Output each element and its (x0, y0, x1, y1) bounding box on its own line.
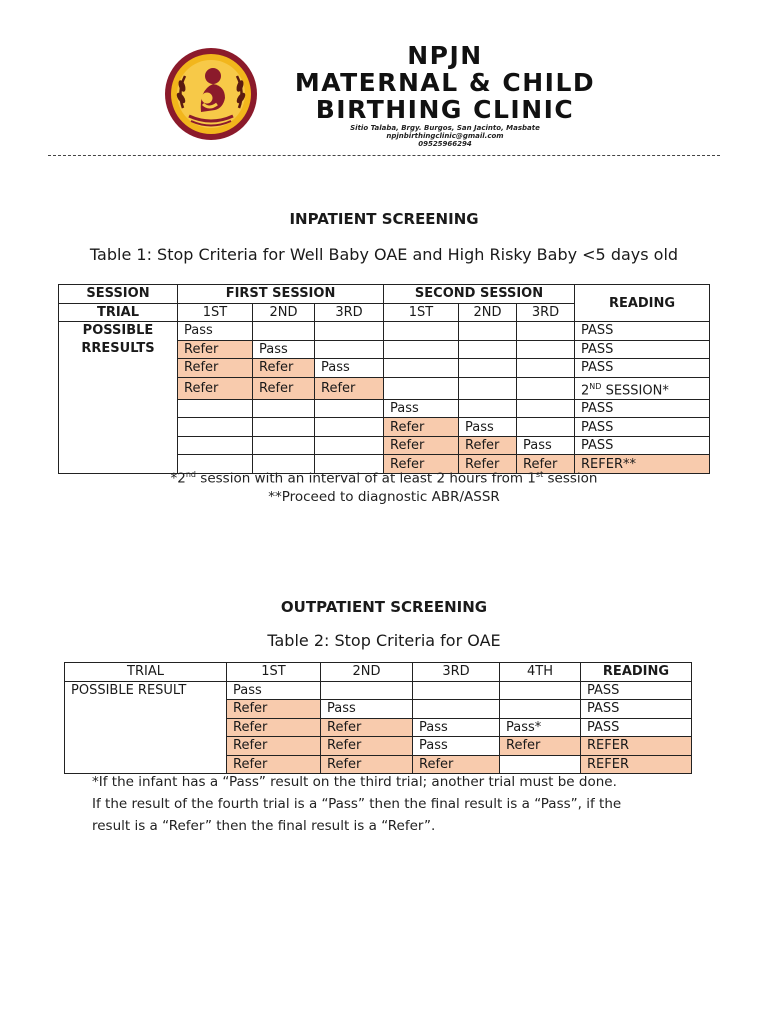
table-cell: Refer (384, 418, 459, 437)
header-cell: READING (575, 285, 710, 322)
table-cell: Refer (321, 718, 413, 737)
table-cell: Pass (178, 322, 253, 341)
table-cell (384, 322, 459, 341)
row-label-cell: POSSIBLE RRESULTS (59, 322, 178, 474)
header-cell: 3RD (517, 303, 575, 322)
row-label-cell: POSSIBLE RESULT (65, 681, 227, 774)
table-cell (178, 418, 253, 437)
table-header-row (65, 663, 692, 682)
table-cell: Pass (227, 681, 321, 700)
footnote-1-prefix: *2 (170, 470, 186, 487)
table-cell: Pass (517, 436, 575, 455)
table-header-row (59, 285, 710, 304)
clinic-name-line-2: MATERNAL & CHILD (294, 68, 596, 97)
table-cell (517, 377, 575, 399)
clinic-contact (300, 124, 590, 148)
table-cell (178, 399, 253, 418)
table-cell (315, 418, 384, 437)
table-cell: Pass* (500, 718, 581, 737)
header-cell: 2ND (253, 303, 315, 322)
table-outpatient-stop-criteria (64, 662, 692, 774)
clinic-phone: 09525966294 (418, 140, 472, 148)
table-cell (459, 399, 517, 418)
footnote-1-suffix: session (543, 470, 598, 487)
table2-note-line-3: result is a “Refer” then the final result is a “Refer”. (92, 818, 436, 834)
table-cell: Refer (227, 755, 321, 774)
table-cell (315, 340, 384, 359)
table-cell: Pass (315, 359, 384, 378)
table-cell: Refer (178, 359, 253, 378)
table-cell: PASS (581, 700, 692, 719)
table-cell: Pass (459, 418, 517, 437)
table-cell (384, 377, 459, 399)
table-cell: Refer (459, 455, 517, 474)
table1-title: Table 1: Stop Criteria for Well Baby OAE and High Risky Baby <5 days old (89, 245, 679, 264)
header-cell: FIRST SESSION (178, 285, 384, 304)
table-cell (517, 359, 575, 378)
table-cell: Refer (384, 455, 459, 474)
table2-note-line-2: If the result of the fourth trial is a “Pass” then the final result is a “Pass”, if the (92, 796, 622, 812)
table-cell (459, 322, 517, 341)
table-cell: Refer (178, 377, 253, 399)
table-cell (253, 436, 315, 455)
table-cell: Pass (253, 340, 315, 359)
clinic-address: Sitio Talaba, Brgy. Burgos, San Jacinto, Masbate (350, 124, 540, 132)
table-cell: REFER** (575, 455, 710, 474)
table-cell (315, 436, 384, 455)
table-cell (517, 340, 575, 359)
table-cell (413, 681, 500, 700)
clinic-email: npjnbirthingclinic@gmail.com (386, 132, 504, 140)
table-cell (413, 700, 500, 719)
footnote-1-superscript-st: st (535, 470, 544, 479)
table-cell: Refer (178, 340, 253, 359)
table-cell (178, 436, 253, 455)
table-cell: Refer (459, 436, 517, 455)
table-cell: Refer (413, 755, 500, 774)
table-cell (459, 359, 517, 378)
table-cell: Refer (321, 755, 413, 774)
table-cell: Refer (517, 455, 575, 474)
table-cell: Pass (413, 737, 500, 756)
table-cell: Refer (384, 436, 459, 455)
table-cell: Refer (321, 737, 413, 756)
table-cell: PASS (581, 718, 692, 737)
header-divider (48, 155, 720, 156)
table-cell: Refer (227, 737, 321, 756)
table-cell: REFER (581, 755, 692, 774)
table-cell (253, 322, 315, 341)
header-cell: SECOND SESSION (384, 285, 575, 304)
header-cell: 2ND (321, 663, 413, 682)
clinic-name-line-3: BIRTHING CLINIC (315, 95, 575, 124)
table1-footnote-2: **Proceed to diagnostic ABR/ASSR (268, 489, 500, 505)
table-row (65, 681, 692, 700)
header-cell: 3RD (413, 663, 500, 682)
table-cell: Pass (384, 399, 459, 418)
table1-footnote-1 (0, 470, 768, 487)
header-cell: 3RD (315, 303, 384, 322)
table-cell (459, 340, 517, 359)
header-cell: TRIAL (59, 303, 178, 322)
table-cell: PASS (575, 340, 710, 359)
table-cell: REFER (581, 737, 692, 756)
table-cell: Pass (321, 700, 413, 719)
table-cell: Pass (413, 718, 500, 737)
header-cell: 1ST (384, 303, 459, 322)
footnote-1-middle: session with an interval of at least 2 hours from 1 (196, 470, 536, 487)
letterhead (0, 0, 768, 160)
table-cell: 2ND SESSION* (575, 377, 710, 399)
table-cell: Refer (315, 377, 384, 399)
header-cell: READING (581, 663, 692, 682)
table2-title: Table 2: Stop Criteria for OAE (267, 631, 501, 650)
table-cell (315, 322, 384, 341)
table-cell: Refer (253, 377, 315, 399)
table-cell (384, 340, 459, 359)
table2-note-line-1: *If the infant has a “Pass” result on the third trial; another trial must be done. (92, 774, 617, 790)
header-cell: 4TH (500, 663, 581, 682)
table-cell: PASS (575, 322, 710, 341)
table-row (59, 322, 710, 341)
footnote-1-superscript-nd: nd (185, 470, 196, 479)
table-cell (459, 377, 517, 399)
table-cell: PASS (575, 418, 710, 437)
table-cell (253, 399, 315, 418)
table-cell: PASS (575, 399, 710, 418)
header-cell: 1ST (227, 663, 321, 682)
header-cell: 1ST (178, 303, 253, 322)
table-cell (315, 399, 384, 418)
table-cell: PASS (575, 436, 710, 455)
table-cell: Refer (500, 737, 581, 756)
table-cell (384, 359, 459, 378)
table-cell: PASS (575, 359, 710, 378)
clinic-name-line-1: NPJN (407, 41, 483, 70)
header-cell: 2ND (459, 303, 517, 322)
table-cell (517, 399, 575, 418)
clinic-name (270, 42, 620, 123)
table-cell (517, 322, 575, 341)
header-cell: TRIAL (65, 663, 227, 682)
inpatient-heading: INPATIENT SCREENING (289, 210, 479, 228)
table-cell (517, 418, 575, 437)
table-cell (253, 418, 315, 437)
header-cell: SESSION (59, 285, 178, 304)
table-inpatient-stop-criteria (58, 284, 710, 474)
table-cell: Refer (227, 700, 321, 719)
table-cell (321, 681, 413, 700)
table-cell (500, 700, 581, 719)
table-cell (500, 681, 581, 700)
table-cell: Refer (253, 359, 315, 378)
outpatient-heading: OUTPATIENT SCREENING (280, 598, 488, 616)
table-cell: PASS (581, 681, 692, 700)
clinic-logo (163, 46, 259, 142)
table-cell: Refer (227, 718, 321, 737)
table-cell (500, 755, 581, 774)
